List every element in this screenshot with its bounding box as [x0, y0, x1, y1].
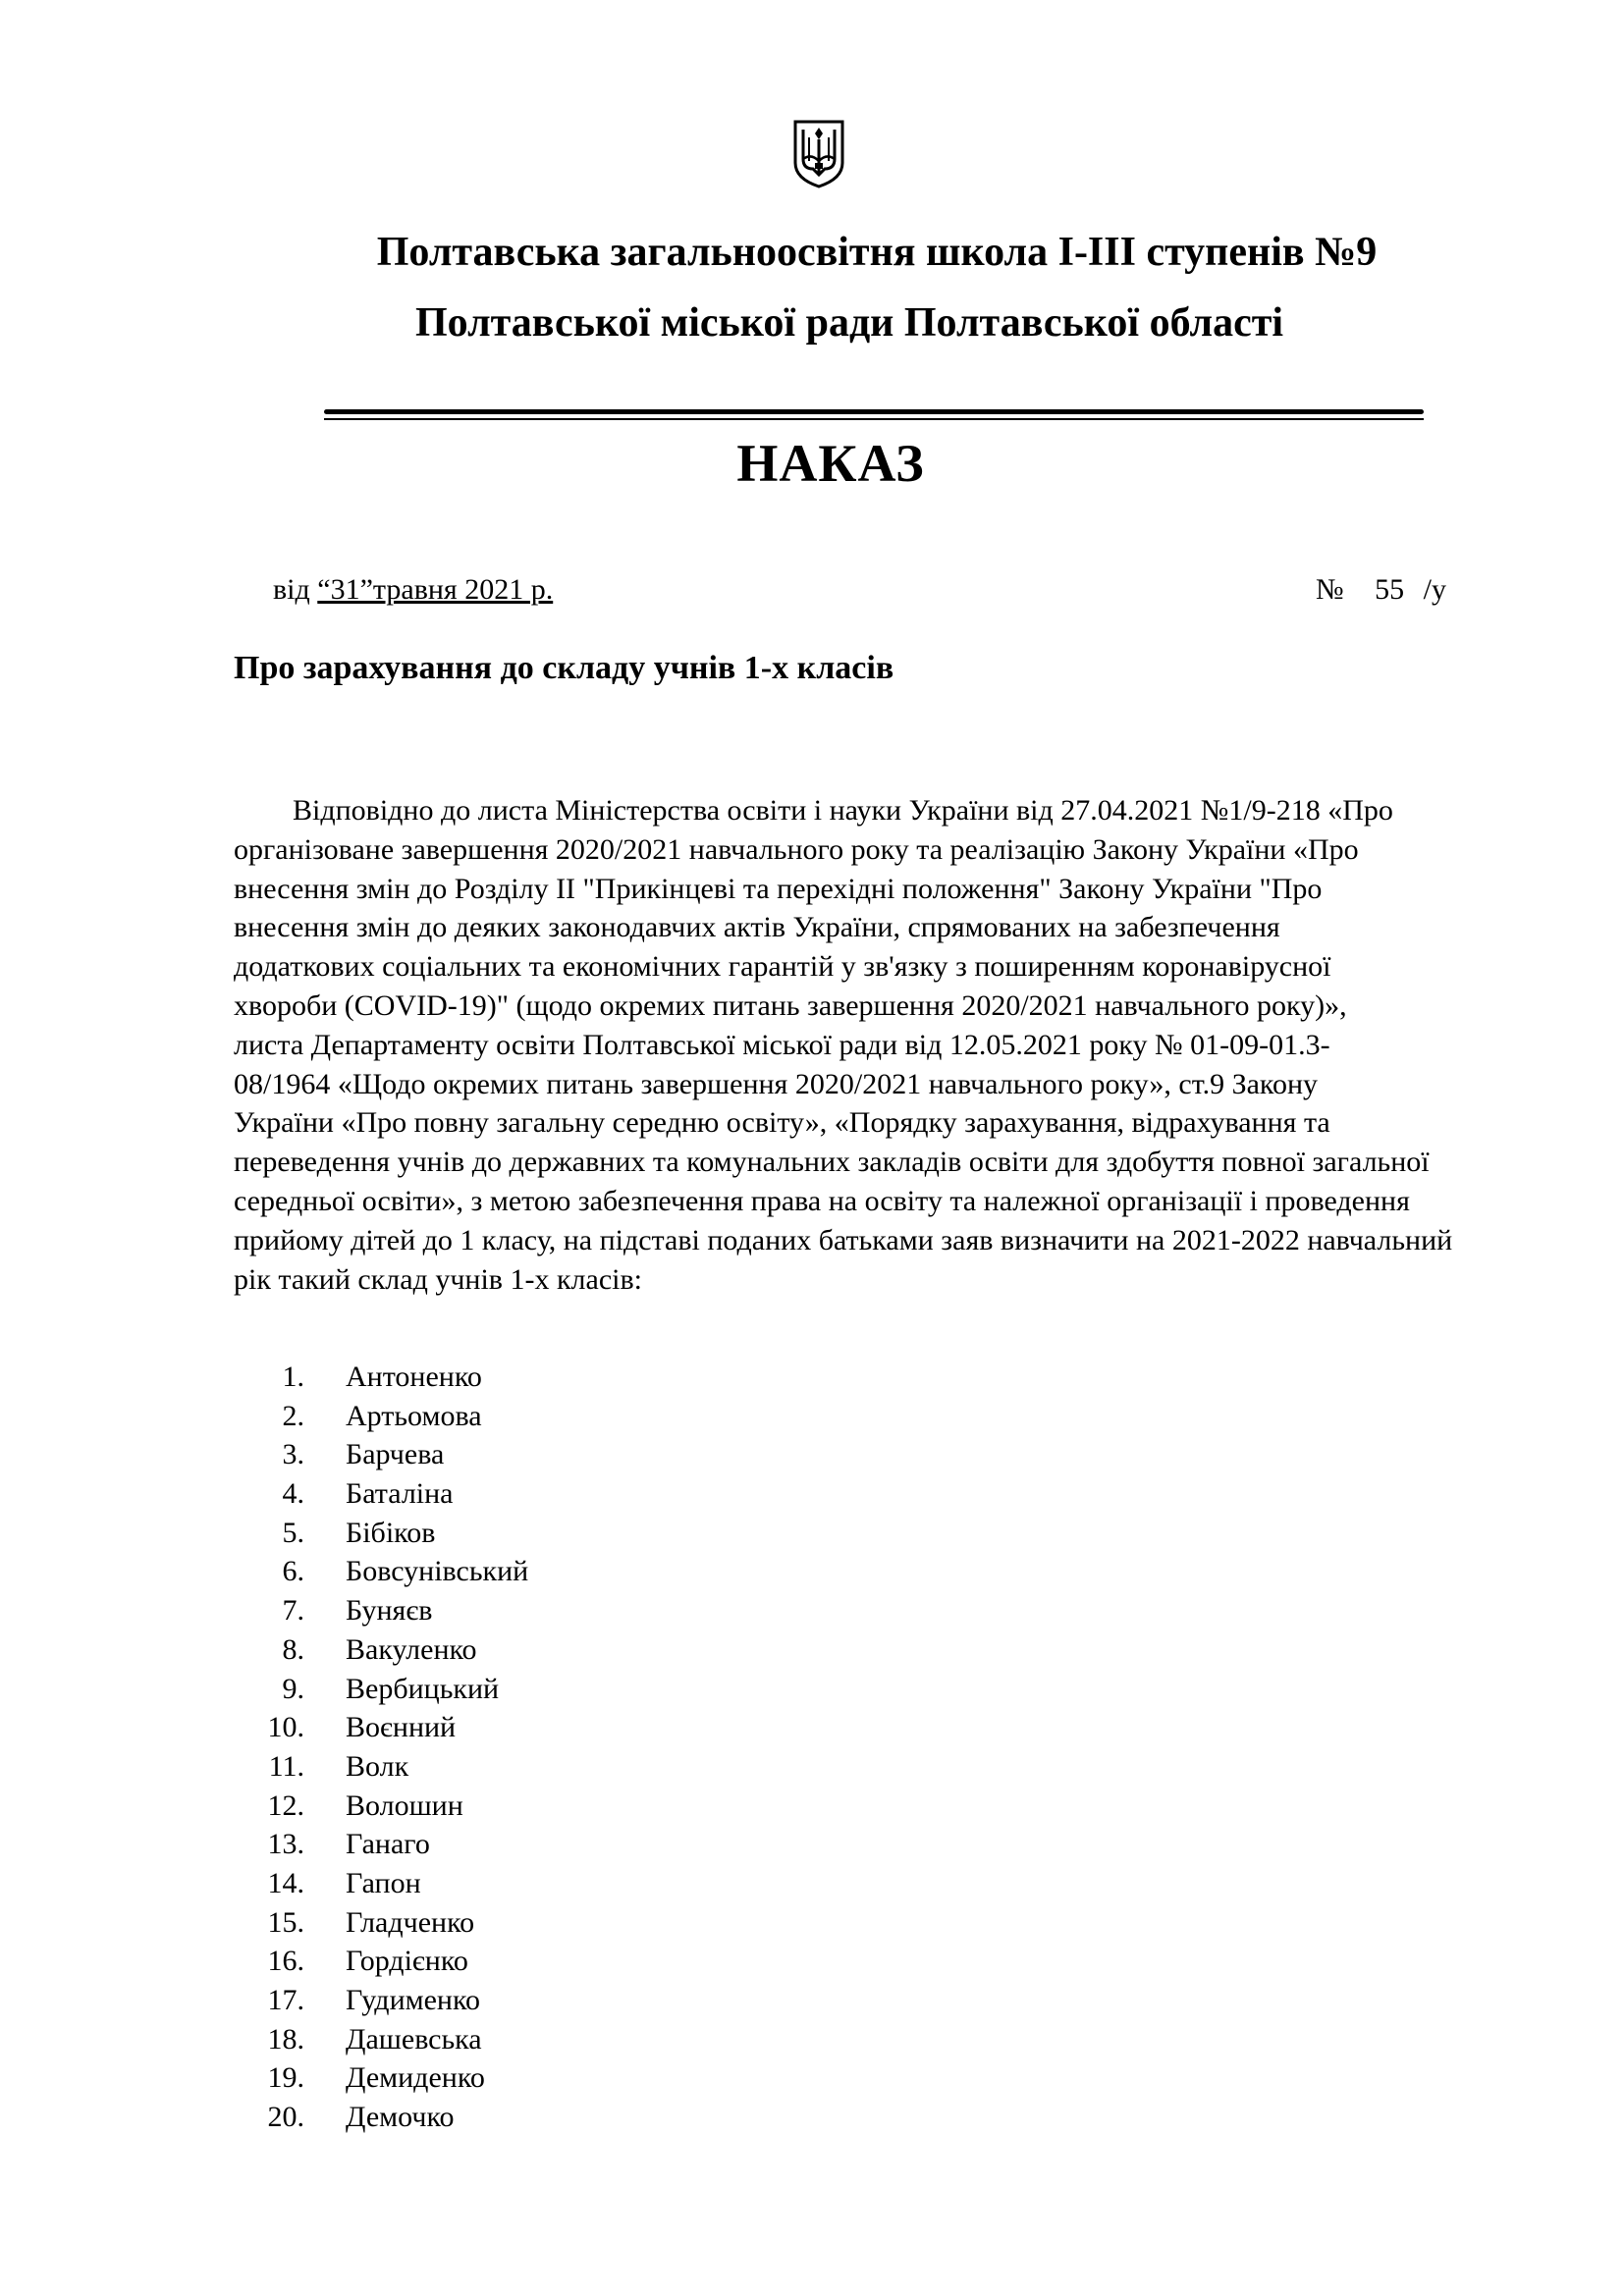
document-title: НАКАЗ	[736, 434, 925, 493]
student-name: Бібіков	[346, 1516, 436, 1549]
school-name-line1: Полтавська загальноосвітня школа І-ІІІ ступенів №9	[376, 230, 1378, 275]
body-line: хвороби (COVID-19)" (щодо окремих питань завершення 2020/2021 навчального року)»,	[234, 988, 1347, 1022]
list-item-number: 14.	[267, 1866, 304, 1899]
body-line: внесення змін до деяких законодавчих актів України, спрямованих на забезпечення	[234, 911, 1280, 944]
list-item-number: 18.	[267, 2022, 304, 2056]
student-name: Гапон	[346, 1866, 421, 1899]
order-date	[273, 575, 553, 605]
student-name: Вакуленко	[346, 1632, 477, 1666]
student-name: Гудименко	[346, 1984, 481, 2016]
school-name-line2: Полтавської міської ради Полтавської області	[414, 300, 1284, 346]
student-name: Антоненко	[346, 1361, 482, 1393]
order-number-sign: №	[1316, 573, 1344, 606]
order-subject: Про зарахування до складу учнів 1-х класів	[234, 650, 894, 686]
list-item-number: 3.	[282, 1438, 304, 1471]
order-number-suffix: /у	[1423, 573, 1446, 606]
student-name: Демиденко	[346, 2061, 485, 2095]
list-item-number: 7.	[282, 1594, 304, 1628]
student-name: Демочко	[346, 2101, 455, 2134]
list-item-number: 11.	[268, 1749, 304, 1783]
student-name: Ганаго	[346, 1828, 430, 1861]
body-line: організоване завершення 2020/2021 навчального року та реалізацію Закону України «Про	[234, 832, 1359, 866]
tryzub-coat-of-arms-icon	[791, 118, 846, 188]
list-item-number: 13.	[267, 1828, 304, 1861]
body-line: прийому дітей до 1 класу, на підставі поданих батьками заяв визначити на 2021-2022 навчальний	[234, 1223, 1453, 1256]
body-line: додаткових соціальних та економічних гарантій у зв'язку з поширенням коронавірусної	[234, 950, 1331, 984]
order-date-prefix: від	[273, 573, 318, 606]
student-name: Волошин	[346, 1789, 463, 1822]
list-item-number: 20.	[267, 2101, 304, 2134]
student-name: Гордієнко	[346, 1945, 468, 1978]
body-line: Відповідно до листа Міністерства освіти і науки України від 27.04.2021 №1/9-218 «Про	[293, 794, 1393, 827]
list-item-number: 1.	[282, 1361, 304, 1393]
list-item-number: 15.	[267, 1905, 304, 1939]
list-item-number: 4.	[282, 1477, 304, 1511]
order-date-value: “31”травня 2021 р.	[317, 573, 554, 606]
student-name: Артьомова	[346, 1399, 482, 1432]
list-item-number: 10.	[267, 1711, 304, 1744]
list-item-number: 5.	[282, 1516, 304, 1549]
header-divider-thick	[324, 409, 1424, 414]
list-item-number: 19.	[267, 2061, 304, 2095]
student-name: Баталіна	[346, 1477, 454, 1511]
body-line: переведення учнів до державних та комунальних закладів освіти для здобуття повної загальної	[234, 1146, 1430, 1179]
student-name: Гладченко	[346, 1905, 475, 1939]
list-item-number: 2.	[282, 1399, 304, 1432]
order-number-value: 55	[1375, 573, 1405, 606]
body-line: України «Про повну загальну середню освіту», «Порядку зарахування, відрахування та	[234, 1106, 1330, 1140]
list-item-number: 12.	[267, 1789, 304, 1822]
student-name: Бовсунівський	[346, 1555, 529, 1588]
header-divider-thin	[324, 418, 1424, 420]
body-line: середньої освіти», з метою забезпечення права на освіту та належної організації і проведення	[234, 1184, 1410, 1217]
student-name: Буняєв	[346, 1594, 433, 1628]
list-item-number: 17.	[267, 1984, 304, 2016]
order-body-paragraph	[234, 791, 1520, 1299]
list-item-number: 8.	[282, 1632, 304, 1666]
student-name: Барчева	[346, 1438, 445, 1471]
body-line: листа Департаменту освіти Полтавської міської ради від 12.05.2021 року № 01-09-01.3-	[234, 1028, 1330, 1061]
student-name: Дашевська	[346, 2022, 482, 2056]
body-line: рік такий склад учнів 1-х класів:	[234, 1262, 642, 1296]
list-item-number: 16.	[267, 1945, 304, 1978]
list-item-number: 6.	[282, 1555, 304, 1588]
order-number	[1316, 575, 1446, 605]
student-name: Волк	[346, 1749, 409, 1783]
body-line: 08/1964 «Щодо окремих питань завершення 2020/2021 навчального року», ст.9 Закону	[234, 1067, 1319, 1100]
student-name: Воєнний	[346, 1711, 457, 1744]
student-name: Вербицький	[346, 1672, 500, 1705]
list-item-number: 9.	[282, 1672, 304, 1705]
body-line: внесення змін до Розділу II "Прикінцеві та перехідні положення" Закону України "Про	[234, 872, 1323, 905]
